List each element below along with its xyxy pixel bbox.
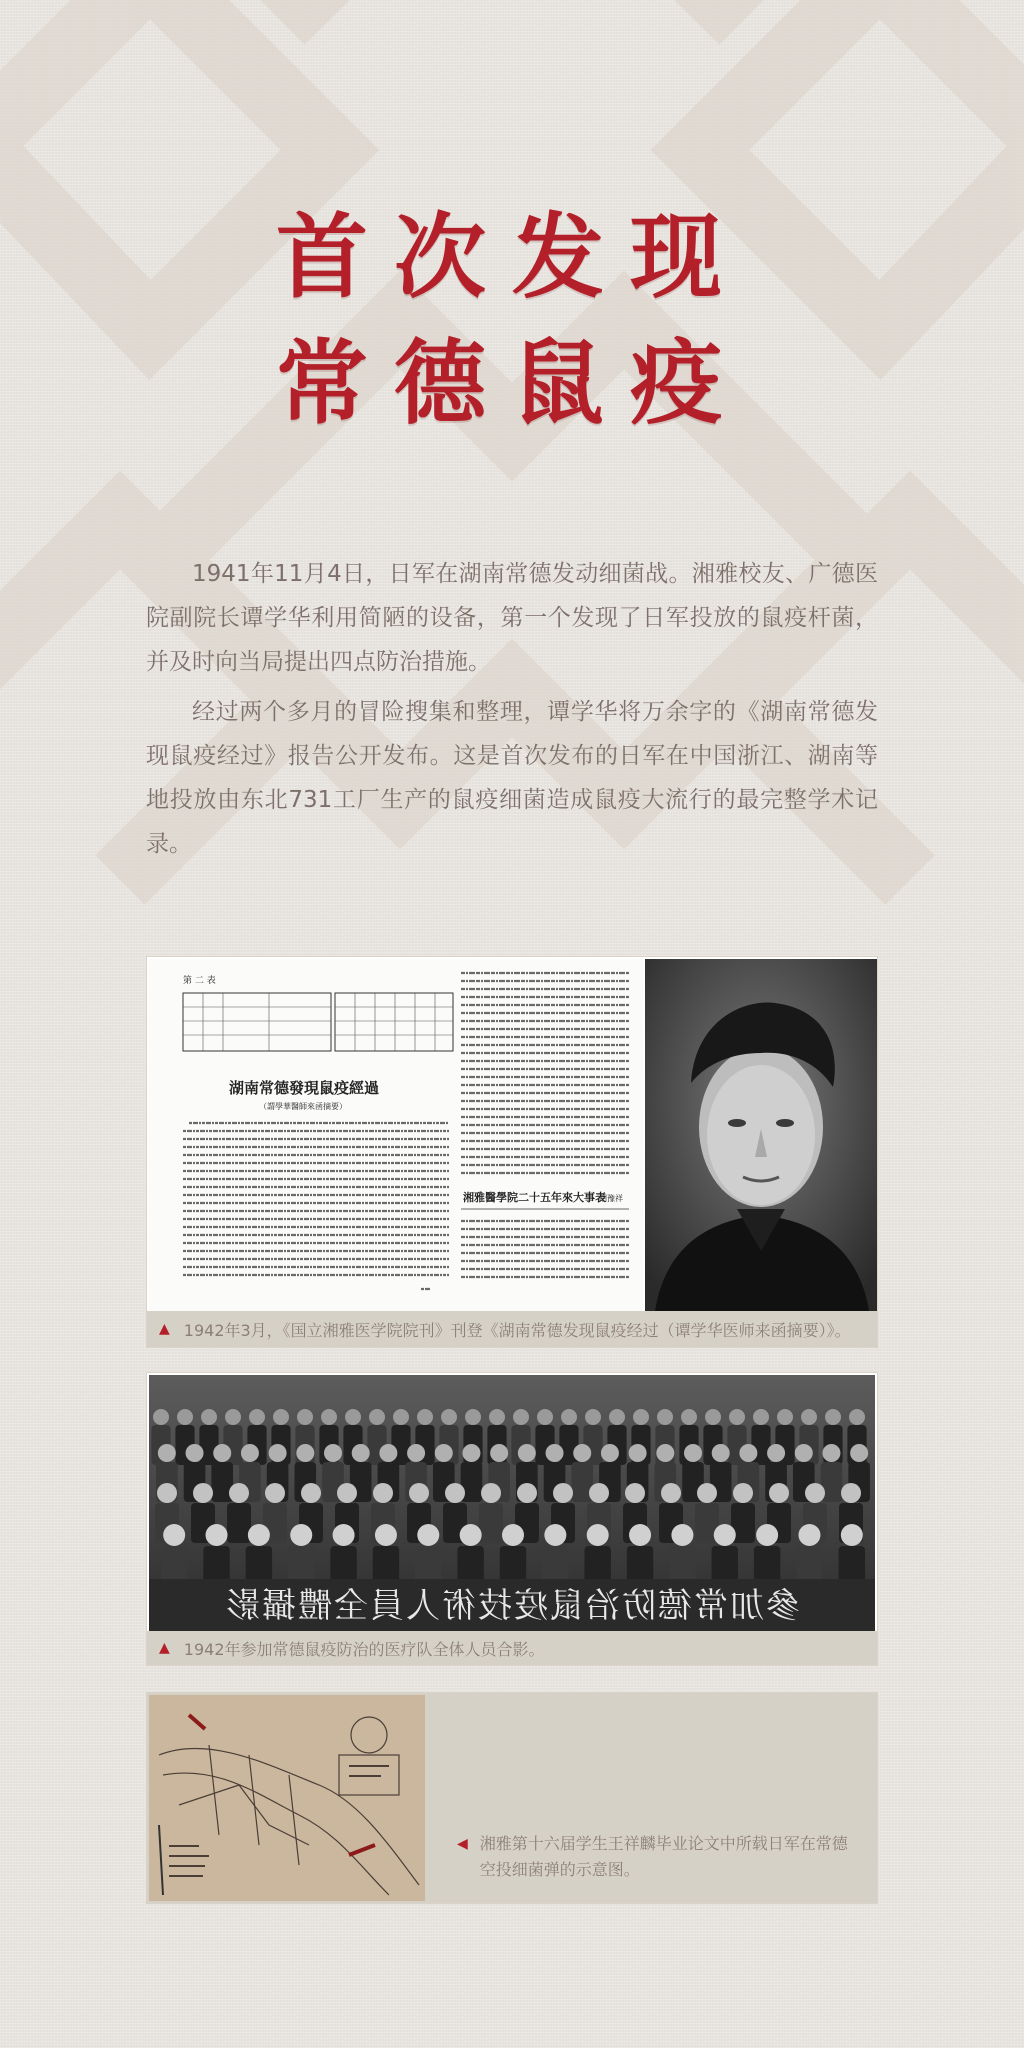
intro-paragraph-1: 1941年11月4日，日军在湖南常德发动细菌战。湘雅校友、广德医院副院长谭学华利用简陋的设备，第一个发现了日军投放的鼠疫杆菌，并及时向当局提出四点防治措施。 [146,561,878,675]
group-photo-person-head [393,1409,409,1425]
group-photo-person-head [587,1524,609,1546]
group-photo-person-head [671,1524,693,1546]
group-photo-person-head [186,1444,204,1462]
group-photo-person-head [213,1444,231,1462]
triangle-marker-icon: ▲ [159,1640,170,1656]
group-photo-person-head [850,1444,868,1462]
bacteria-bomb-drop-map-image [149,1695,425,1901]
group-photo-person-head [460,1524,482,1546]
group-photo-person-head [490,1444,508,1462]
group-photo-person-head [502,1524,524,1546]
group-photo-person-head [407,1444,425,1462]
group-photo-person-head [769,1483,789,1503]
group-photo-person-head [739,1444,757,1462]
group-photo-person-head [633,1409,649,1425]
group-photo-person-head [206,1524,228,1546]
group-photo-person-head [333,1524,355,1546]
group-photo-person-head [513,1409,529,1425]
group-photo-person-head [249,1409,265,1425]
group-photo-person-head [193,1483,213,1503]
group-photo-person-head [629,1524,651,1546]
group-photo-person-head [269,1444,287,1462]
doc-article-subtitle: （謂學華醫師來函摘要） [259,1102,347,1111]
group-photo-person-head [517,1483,537,1503]
group-photo-person-head [589,1483,609,1503]
figure-caption-group-photo [147,1631,877,1665]
group-photo-person-head [290,1524,312,1546]
group-photo-person-head [661,1483,681,1503]
group-photo-person-head [158,1444,176,1462]
group-photo-person-head [373,1483,393,1503]
tan-xuehua-portrait-photo [645,959,877,1311]
group-photo-person-head [369,1409,385,1425]
group-photo-person-head [625,1483,645,1503]
medical-team-group-photo [149,1375,875,1631]
group-photo-person-head [798,1524,820,1546]
group-photo-person-head [656,1444,674,1462]
group-photo-person-head [445,1483,465,1503]
group-photo-person-head [544,1524,566,1546]
group-photo-person-head [157,1483,177,1503]
group-photo-person-head [465,1409,481,1425]
group-photo-person-head [546,1444,564,1462]
intro-text [146,552,878,872]
group-photo-person-head [248,1524,270,1546]
group-photo-person-head [352,1444,370,1462]
group-photo-person-head [163,1524,185,1546]
group-photo-person-head [273,1409,289,1425]
group-photo-person-head [712,1444,730,1462]
group-photo-person-head [777,1409,793,1425]
group-photo-person-head [697,1483,717,1503]
group-photo-person-head [805,1483,825,1503]
group-photo-person-head [297,1409,313,1425]
figure-caption-journal [147,1311,877,1347]
caption-text-group-photo: 1942年参加常德鼠疫防治的医疗队全体人员合影。 [183,1639,545,1659]
group-photo-person-head [561,1409,577,1425]
group-photo-person-head [375,1524,397,1546]
doc-right-title: 湘雅醫學院二十五年來大事表 [463,1191,606,1204]
group-photo-person-head [321,1409,337,1425]
group-photo-person-head [841,1524,863,1546]
group-photo-person-head [241,1444,259,1462]
group-photo-person-head [609,1409,625,1425]
group-photo-person-head [201,1409,217,1425]
group-photo-person-head [767,1444,785,1462]
group-photo-person-head [684,1444,702,1462]
group-photo-person-head [729,1409,745,1425]
caption-text-map: 湘雅第十六届学生王祥麟毕业论文中所载日军在常德空投细菌弹的示意图。 [479,1834,848,1879]
group-photo-person-head [296,1444,314,1462]
group-photo-person-head [573,1444,591,1462]
group-photo-person-head [345,1409,361,1425]
group-photo-person-head [753,1409,769,1425]
page-title-line1: 首次发现 [275,204,748,311]
group-photo-person-head [462,1444,480,1462]
doc-table-header: 第 二 表 [183,976,216,986]
group-photo-person-head [489,1409,505,1425]
intro-paragraph-2: 经过两个多月的冒险搜集和整理，谭学华将万余字的《湖南常德发现鼠疫经过》报告公开发布。这是首次发布的日军在中国浙江、湖南等地投放由东北731工厂生产的鼠疫细菌造成鼠疫大流行的最完整学术记录。 [146,699,878,857]
group-photo-person-head [795,1444,813,1462]
doc-article-title: 湖南常德發現鼠疫經過 [229,1079,380,1097]
group-photo-person-head [518,1444,536,1462]
group-photo-banner-text: 參加常德防治鼠疫技術人員全體攝影 [224,1586,800,1626]
figure-card-journal [146,956,878,1348]
group-photo-person-head [265,1483,285,1503]
figure-caption-map [457,1831,857,1883]
group-photo-person-head [801,1409,817,1425]
group-photo-person-head [822,1444,840,1462]
caption-text-journal: 1942年3月，《国立湘雅医学院院刊》刊登《湖南常德发现鼠疫经过（谭学华医师来函摘要）》。 [183,1320,851,1340]
group-photo-person-head [705,1409,721,1425]
figure-card-group-photo [146,1372,878,1666]
group-photo-person-head [225,1409,241,1425]
group-photo-person-head [553,1483,573,1503]
group-photo-person-head [379,1444,397,1462]
group-photo-person-head [337,1483,357,1503]
group-photo-person-head [733,1483,753,1503]
group-photo-person-body [227,1503,251,1543]
page-title-line2: 常德鼠疫 [275,330,748,437]
group-photo-person-head [177,1409,193,1425]
group-photo-person-head [681,1409,697,1425]
group-photo-person-head [825,1409,841,1425]
group-photo-person-head [229,1483,249,1503]
group-photo-person-head [756,1524,778,1546]
doc-right-author: 胡豫祥 [599,1194,623,1203]
group-photo-person-head [629,1444,647,1462]
group-photo-person-head [657,1409,673,1425]
triangle-marker-icon: ▲ [159,1321,170,1337]
group-photo-person-head [441,1409,457,1425]
group-photo-person-head [417,1524,439,1546]
triangle-marker-icon: ◀ [457,1836,468,1852]
group-photo-person-body [479,1503,503,1543]
journal-page-image [149,959,643,1311]
group-photo-person-head [481,1483,501,1503]
group-photo-person-head [849,1409,865,1425]
group-photo-person-head [417,1409,433,1425]
group-photo-person-head [153,1409,169,1425]
group-photo-person-head [324,1444,342,1462]
group-photo-person-head [409,1483,429,1503]
group-photo-person-head [435,1444,453,1462]
group-photo-person-head [537,1409,553,1425]
group-photo-person-head [841,1483,861,1503]
group-photo-person-head [714,1524,736,1546]
group-photo-person-head [301,1483,321,1503]
figure-card-map [146,1692,878,1904]
group-photo-person-head [585,1409,601,1425]
group-photo-person-head [601,1444,619,1462]
